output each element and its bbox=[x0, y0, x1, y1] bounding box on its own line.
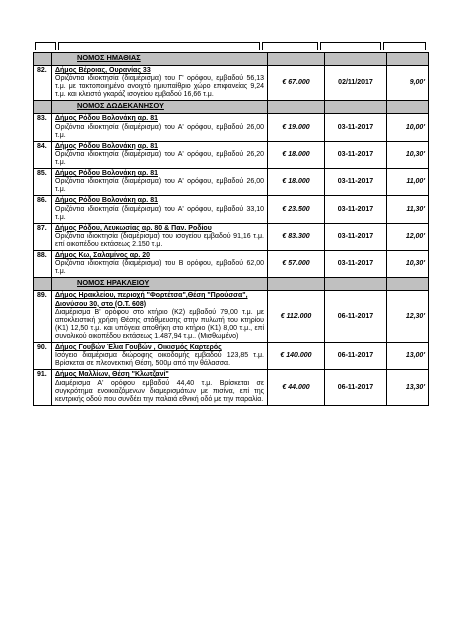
item-number: 88. bbox=[34, 251, 52, 278]
section-header-empty bbox=[268, 101, 325, 114]
starting-price: € 140.000 bbox=[268, 343, 325, 370]
auction-date: 03-11-2017 bbox=[325, 114, 387, 141]
property-description-cell bbox=[52, 169, 268, 196]
auction-time: 12,00' bbox=[387, 223, 429, 250]
section-title bbox=[52, 101, 268, 114]
property-description: Οριζόντια ιδιοκτησία (διαμέρισμα) του Α' ορόφου, εμβαδού 33,10 τ.μ. bbox=[55, 205, 264, 221]
section-header-empty bbox=[34, 278, 52, 291]
property-description-cell bbox=[52, 196, 268, 223]
property-description-cell bbox=[52, 291, 268, 343]
item-number: 87. bbox=[34, 223, 52, 250]
section-header-empty bbox=[325, 278, 387, 291]
section-title-text: ΝΟΜΟΣ ΔΩΔΕΚΑΝΗΣΟΥ bbox=[77, 101, 164, 111]
section-header-empty bbox=[34, 53, 52, 66]
starting-price: € 23.500 bbox=[268, 196, 325, 223]
section-header-empty bbox=[387, 278, 429, 291]
property-description-cell bbox=[52, 251, 268, 278]
property-description-cell bbox=[52, 343, 268, 370]
property-title: Δήμος Ρόδου, Λευκωσίας αρ. 80 & Παν. Ροδίου bbox=[55, 224, 212, 232]
property-row bbox=[34, 114, 429, 141]
property-title: Δήμος Ηρακλείου, περιοχή "Φορτέτσα",Θέση "Προύσσα", Διονύσου 30, στο (Ο.Τ. 608) bbox=[55, 292, 248, 308]
item-number: 82. bbox=[34, 66, 52, 101]
starting-price: € 18.000 bbox=[268, 169, 325, 196]
starting-price: € 57.000 bbox=[268, 251, 325, 278]
property-title: Δήμος Γουβών Έλια Γουβών , Οικισμός Καρτερός bbox=[55, 344, 222, 352]
property-description-cell bbox=[52, 114, 268, 141]
auction-time: 11,30' bbox=[387, 196, 429, 223]
auction-date: 03-11-2017 bbox=[325, 196, 387, 223]
item-number: 91. bbox=[34, 370, 52, 405]
property-row bbox=[34, 169, 429, 196]
auction-date: 06-11-2017 bbox=[325, 291, 387, 343]
auction-date: 03-11-2017 bbox=[325, 169, 387, 196]
section-header-empty bbox=[325, 101, 387, 114]
auction-date: 03-11-2017 bbox=[325, 223, 387, 250]
property-title: Δήμος Ρόδου Βολονάκη αρ. 81 bbox=[55, 115, 158, 123]
section-header-empty bbox=[325, 53, 387, 66]
property-description: Οριζόντια ιδιοκτησία (διαμέρισμα) του Α' ορόφου, εμβαδού 26,00 τ.μ. bbox=[55, 123, 264, 139]
property-description-cell bbox=[52, 141, 268, 168]
auction-time: 12,30' bbox=[387, 291, 429, 343]
section-title-text: ΝΟΜΟΣ ΗΡΑΚΛΕΙΟΥ bbox=[77, 278, 150, 288]
property-description: Οριζόντια ιδιοκτησία (διαμέρισμα) του Γ' ορόφου, εμβαδού 56,13 τ.μ. με τακτοποιημένο ανοιχτό ημιυπαίθριο χώρο επιφανείας 9,24 τ.μ. και κλειστό γκαράζ ισογείου εμβαδού 16,66 τ.μ. bbox=[55, 75, 264, 99]
auction-date: 06-11-2017 bbox=[325, 343, 387, 370]
section-title bbox=[52, 53, 268, 66]
property-title: Δήμος Ρόδου Βολονάκη αρ. 81 bbox=[55, 142, 158, 150]
auction-time: 10,00' bbox=[387, 114, 429, 141]
property-description: Οριζόντια ιδιοκτησία (διαμέρισμα) του Α' ορόφου, εμβαδού 26,20 τ.μ. bbox=[55, 150, 264, 166]
starting-price: € 83.300 bbox=[268, 223, 325, 250]
starting-price: € 112.000 bbox=[268, 291, 325, 343]
property-row bbox=[34, 291, 429, 343]
property-row bbox=[34, 370, 429, 405]
auction-time: 13,30' bbox=[387, 370, 429, 405]
property-description-cell bbox=[52, 370, 268, 405]
starting-price: € 18.000 bbox=[268, 141, 325, 168]
starting-price: € 19.000 bbox=[268, 114, 325, 141]
auction-time: 10,30' bbox=[387, 251, 429, 278]
section-header-empty bbox=[34, 101, 52, 114]
section-title bbox=[52, 278, 268, 291]
item-number: 89. bbox=[34, 291, 52, 343]
property-row bbox=[34, 343, 429, 370]
item-number: 84. bbox=[34, 141, 52, 168]
property-title: Δήμος Κω, Σαλαμίνος αρ. 20 bbox=[55, 252, 151, 260]
property-title: Δήμος Ρόδου Βολονάκη αρ. 81 bbox=[55, 170, 158, 178]
auction-table bbox=[33, 52, 429, 406]
property-description: Οριζόντια ιδιοκτησία (διαμέρισμα) του Α' ορόφου, εμβαδού 26,00 τ.μ. bbox=[55, 178, 264, 194]
property-description-cell bbox=[52, 66, 268, 101]
auction-date: 06-11-2017 bbox=[325, 370, 387, 405]
auction-time: 13,00' bbox=[387, 343, 429, 370]
auction-time: 11,00' bbox=[387, 169, 429, 196]
item-number: 86. bbox=[34, 196, 52, 223]
auction-time: 10,30' bbox=[387, 141, 429, 168]
section-header-empty bbox=[387, 101, 429, 114]
property-row bbox=[34, 223, 429, 250]
property-description: Διαμέρισμα Α' ορόφου εμβαδού 44,40 τ.μ. Βρίσκεται σε συγκρότημα ενοικιαζόμενων διαμερισμάτων με πισίνα, επί της κεντρικής οδού που συνδέει την παλαιά εθνική οδό με την παραλία. bbox=[55, 379, 264, 403]
property-description-cell bbox=[52, 223, 268, 250]
item-number: 90. bbox=[34, 343, 52, 370]
auction-date: 03-11-2017 bbox=[325, 141, 387, 168]
starting-price: € 44.000 bbox=[268, 370, 325, 405]
property-description: Διαμέρισμα Β' ορόφου στο κτήριο (Κ2) εμβαδού 79,00 τ.μ. με αποκλειστική χρήση Θέσης στάθμευσης στην πυλωτή του κτηρίου (Κ1) 12,50 τ.μ. και υπόγεια αποθήκη στο κτήριο (Κ1) 8,00 τ.μ., επί συνολικού οικοπέδου εκτάσεως 1.487,94 τ.μ.. (Μισθωμένο) bbox=[55, 308, 264, 340]
property-description: Οριζόντια ιδιοκτησία (διαμέρισμα) του Β ορόφου, εμβαδού 62,00 τ.μ. bbox=[55, 260, 264, 276]
item-number: 83. bbox=[34, 114, 52, 141]
property-description: Ισόγειο διαμέρισμα διώροφης οικοδομής εμβαδού 123,85 τ.μ. Βρίσκεται σε πλεονεκτική Θέση, 500μ από την θάλασσα. bbox=[55, 352, 264, 368]
section-header-empty bbox=[387, 53, 429, 66]
property-title: Δήμος Ρόδου Βολονάκη αρ. 81 bbox=[55, 197, 158, 205]
property-row bbox=[34, 141, 429, 168]
auction-date: 03-11-2017 bbox=[325, 251, 387, 278]
property-description: Οριζόντια ιδιοκτησία (διαμέρισμα) του ισογείου εμβαδού 91,16 τ.μ. επί οικοπέδου εκτάσεως 2.150 τ.μ. bbox=[55, 232, 264, 248]
previous-page-table-edge bbox=[33, 40, 428, 52]
section-header-row bbox=[34, 101, 429, 114]
section-header-row bbox=[34, 278, 429, 291]
section-title-text: ΝΟΜΟΣ ΗΜΑΘΙΑΣ bbox=[77, 53, 141, 62]
property-row bbox=[34, 66, 429, 101]
section-header-row bbox=[34, 53, 429, 66]
section-header-empty bbox=[268, 278, 325, 291]
item-number: 85. bbox=[34, 169, 52, 196]
property-row bbox=[34, 251, 429, 278]
property-title: Δήμος Μαλλίων, Θέση "Κλωτζανί" bbox=[55, 371, 169, 379]
auction-date: 02/11/2017 bbox=[325, 66, 387, 101]
property-row bbox=[34, 196, 429, 223]
auction-time: 9,00' bbox=[387, 66, 429, 101]
section-header-empty bbox=[268, 53, 325, 66]
starting-price: € 67.000 bbox=[268, 66, 325, 101]
property-title: Δήμος Βέροιας, Ουρανίας 33 bbox=[55, 67, 151, 74]
